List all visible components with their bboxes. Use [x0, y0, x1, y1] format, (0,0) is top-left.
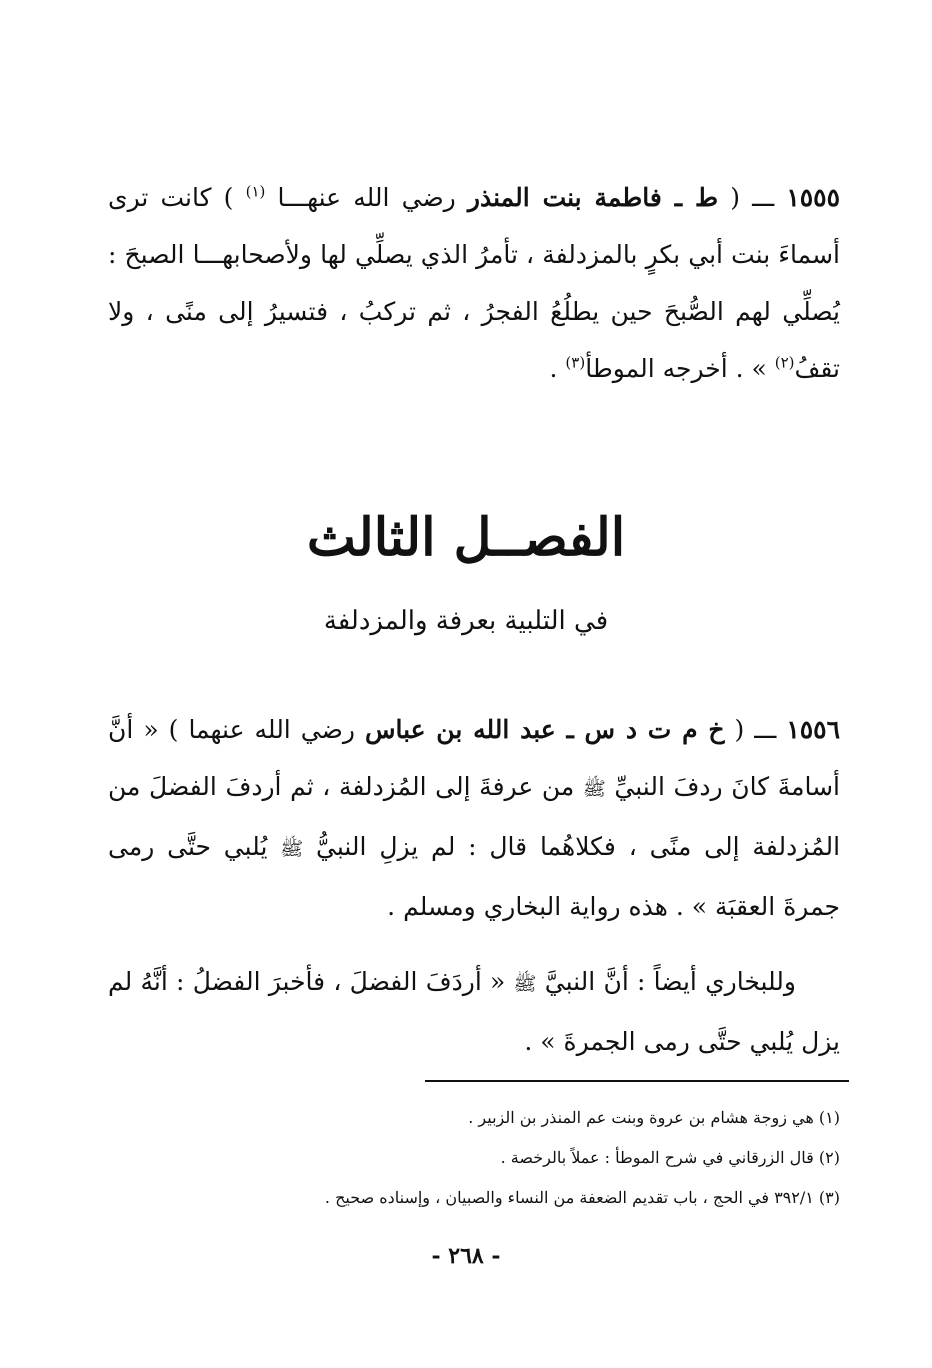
- dash: ـــ: [752, 183, 775, 212]
- close-paren: ): [168, 715, 179, 744]
- open-paren: (: [734, 715, 745, 744]
- addition-text-cont: « أردَفَ الفضلَ ، فأخبرَ الفضلُ : أنَّهُ لم يزل يُلبي حتَّى رمى الجمرةَ » .: [108, 967, 840, 1056]
- page-number: - ٢٦٨ -: [431, 1243, 501, 1269]
- hadith-text-cont: » . أخرجه الموطأ: [585, 354, 775, 383]
- hadith-1556-paragraph: [108, 701, 840, 935]
- hadith-number: ١٥٥٥: [786, 183, 841, 212]
- hadith-text-cont: من عرفةَ إلى المُزدلفة ، ثم أردفَ الفضلَ من المُزدلفة إلى منًى ، فكلاهُما قال : لم يزلِ النبيُّ: [108, 772, 841, 861]
- chapter-title: الفصــل الثالث: [306, 507, 626, 568]
- close-paren: ): [223, 183, 234, 212]
- source-symbols: خ م ت د س ـ عبد الله بن عباس: [364, 715, 725, 744]
- hadith-text-end: .: [549, 354, 566, 383]
- salutation-ligature: ﷺ: [582, 778, 606, 800]
- hadith-number: ١٥٥٦: [786, 715, 841, 744]
- open-paren: (: [730, 183, 741, 212]
- footnotes: [108, 1098, 840, 1218]
- footnote-3: (٣) ٣٩٢/١ في الحج ، باب تقديم الضعفة من النساء والصبيان ، وإسناده صحيح .: [324, 1188, 840, 1207]
- chapter-subtitle: في التلبية بعرفة والمزدلفة: [323, 606, 609, 636]
- source-symbols: ط ـ فاطمة بنت المنذر: [467, 183, 719, 212]
- hadith-text: كانت ترى أسماءَ بنت أبي بكرٍ بالمزدلفة ، تأمرُ الذي يصلِّي لها ولأصحابهـــا الصبحَ : يُصلِّي لهم الصُّبحَ حين يطلُعُ الفجرُ ، ثم تركبُ ، فتسيرُ إلى منًى ، ولا تقفُ: [108, 183, 840, 383]
- hadith-1555-paragraph: [108, 169, 840, 397]
- addition-text: وللبخاري أيضاً : أنَّ النبيَّ: [536, 967, 796, 996]
- narrator-blessing: رضي الله عنهما: [188, 715, 365, 744]
- hadith-text: « أنَّ أسامةَ كانَ ردفَ النبيِّ: [108, 715, 840, 801]
- footnote-mark-2: (٢): [774, 353, 795, 372]
- footnote-1: (١) هي زوجة هشام بن عروة وبنت عم المنذر بن الزبير .: [468, 1108, 840, 1127]
- hadith-text-end: يُلبي حتَّى رمى جمرةَ العقبَة » . هذه رواية البخاري ومسلم .: [108, 832, 840, 921]
- footnote-divider: [425, 1080, 849, 1082]
- hadith-1556-bukhari-addition: [108, 953, 840, 1070]
- footnote-mark-3: (٣): [565, 353, 586, 372]
- footnote-2: (٢) قال الزرقاني في شرح الموطأ : عملاً بالرخصة .: [500, 1148, 840, 1167]
- footnote-mark-1: (١): [245, 182, 266, 201]
- dash: ـــ: [754, 715, 777, 744]
- salutation-ligature: ﷺ: [280, 838, 304, 860]
- narrator-blessing: رضي الله عنهـــا: [265, 183, 468, 212]
- salutation-ligature: ﷺ: [513, 973, 537, 995]
